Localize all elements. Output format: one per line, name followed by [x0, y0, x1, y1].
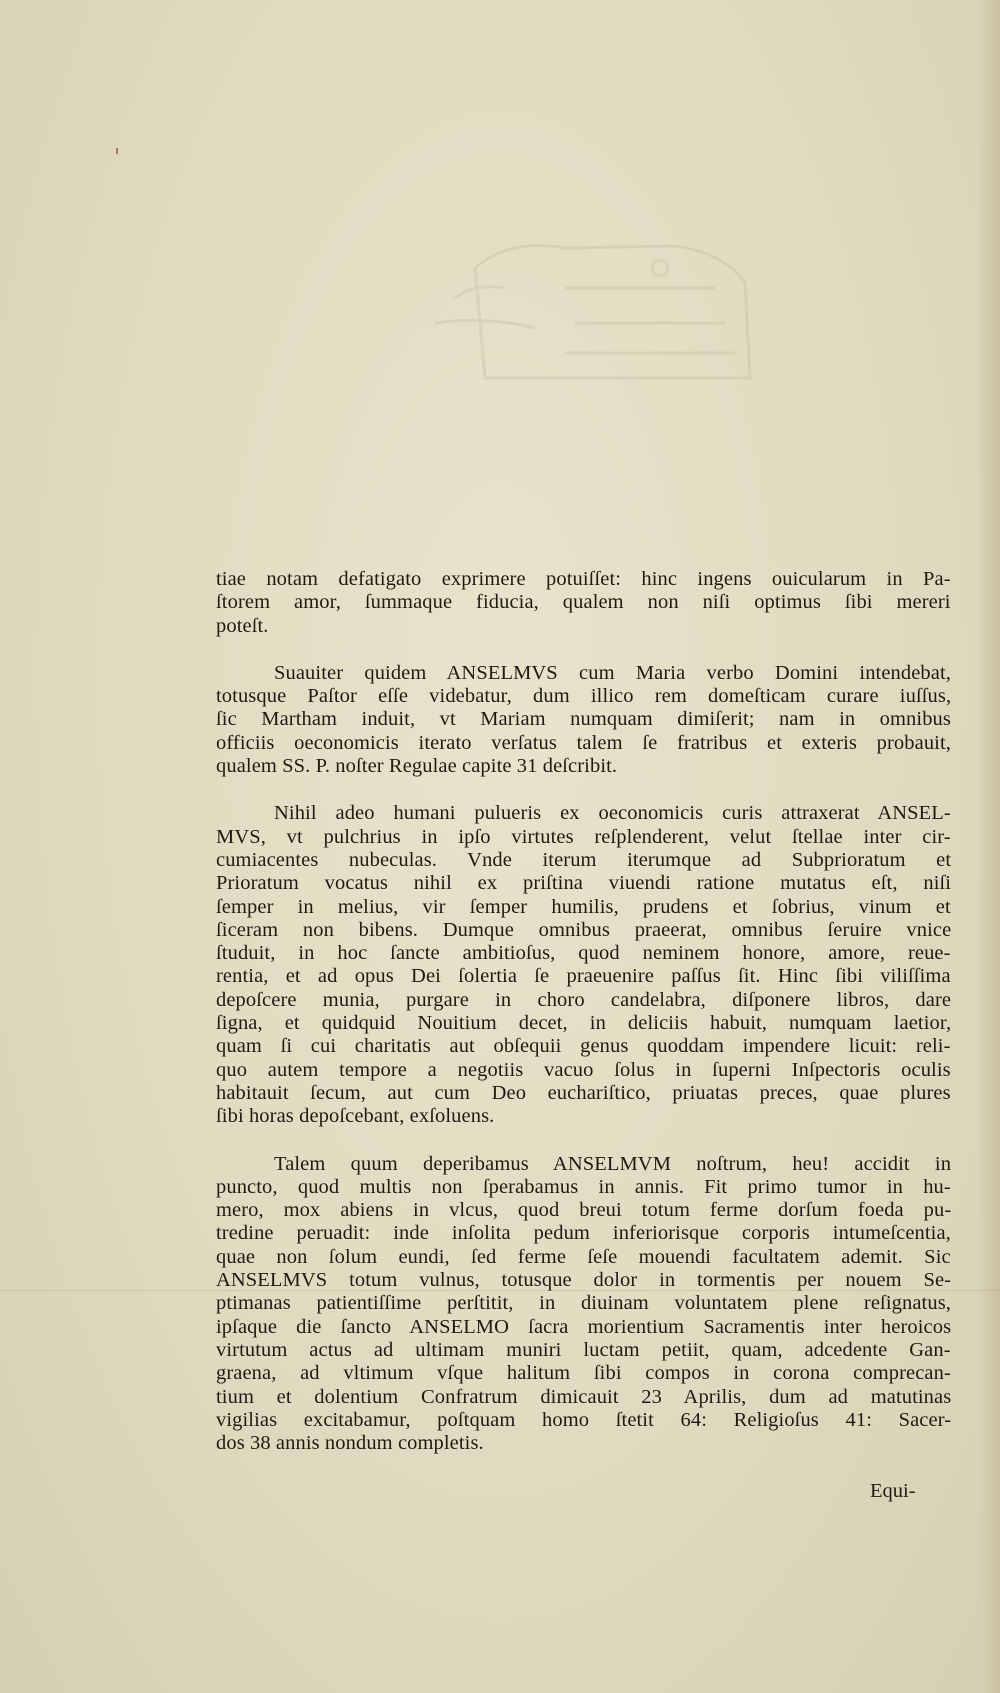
blind-stamp-embossing [415, 228, 805, 388]
text-line: ptimanas patientiſſime perſtitit, in diuinam voluntatem plene reſignatus, [216, 1292, 951, 1315]
text-line: tium et dolentium Confratrum dimicauit 23 Aprilis, dum ad matutinas [216, 1385, 952, 1408]
text-line: quam ſi cui charitatis aut obſequii genus quoddam impendere licuit: reli- [216, 1035, 951, 1058]
text-line: ſiceram non bibens. Dumque omnibus praeerat, omnibus ſeruire vnice [216, 918, 952, 941]
text-line: ſemper in melius, vir ſemper humilis, prudens et ſobrius, vinum et [216, 895, 951, 918]
text-line: virtutum actus ad ultimam muniri luctam petiit, quam, adcedente Gan- [216, 1338, 951, 1361]
text-line: cumiacentes nubeculas. Vnde iterum iterumque ad Subprioratum et [216, 848, 952, 871]
ink-speck [116, 148, 118, 154]
text-line: ſigna, et quidquid Nouitium decet, in deliciis habuit, numquam laetior, [216, 1012, 952, 1035]
text-line: dos 38 annis nondum completis. [216, 1432, 484, 1455]
text-line: quo autem tempore a negotiis vacuo ſolus in ſuperni Inſpectoris oculis [216, 1058, 951, 1081]
text-line: MVS, vt pulchrius in ipſo virtutes reſplenderent, velut ſtellae inter cir- [216, 825, 951, 848]
text-line: ANSELMVS totum vulnus, totusque dolor in tormentis per nouem Se- [216, 1269, 952, 1292]
text-line: tiae notam defatigato exprimere potuiſſet: hinc ingens ouicularum in Pa- [216, 568, 951, 590]
page-edge [980, 0, 1000, 1693]
text-line: depoſcere munia, purgare in choro candelabra, diſponere libros, dare [216, 988, 952, 1011]
text-line: ſic Martham induit, vt Mariam numquam dimiſerit; nam in omnibus [216, 708, 951, 731]
text-line: tredine peruadit: inde inſolita pedum inferiorisque corporis intumeſcentia, [216, 1222, 951, 1245]
text-line: totusque Paſtor eſſe videbatur, dum illico rem domeſticam curare iuſſus, [216, 685, 952, 708]
text-line: Prioratum vocatus nihil ex priſtina viuendi ratione mutatus eſt, niſi [216, 872, 952, 895]
text-line: ſtorem amor, ſummaque fiducia, qualem non niſi optimus ſibi mereri [216, 591, 951, 614]
text-line: puncto, quod multis non ſperabamus in annis. Fit primo tumor in hu- [216, 1175, 951, 1198]
text-line: Nihil adeo humani pulueris ex oeconomicis curis attraxerat ANSEL- [274, 802, 951, 825]
document-body [216, 568, 951, 1455]
catchword: Equi- [870, 1480, 916, 1502]
text-line: ipſaque die ſancto ANSELMO ſacra morientium Sacramentis inter heroicos [216, 1315, 952, 1338]
text-line: qualem SS. P. noſter Regulae capite 31 deſcribit. [216, 755, 618, 778]
text-line: Suauiter quidem ANSELMVS cum Maria verbo Domini intendebat, [274, 661, 952, 684]
text-line: Talem quum deperibamus ANSELMVM noſtrum, heu! accidit in [274, 1152, 952, 1175]
text-line: quae non ſolum eundi, ſed ferme ſeſe mouendi facultatem ademit. Sic [216, 1245, 951, 1268]
text-line: mero, mox abiens in vlcus, quod breui totum ferme dorſum foeda pu- [216, 1199, 952, 1222]
text-line: graena, ad vltimum vſque halitum ſibi compos in corona comprecan- [216, 1362, 951, 1385]
text-line: ſtuduit, in hoc ſancte ambitioſus, quod neminem honore, amore, reue- [216, 942, 951, 965]
text-line: ſibi horas depoſcebant, exſoluens. [216, 1105, 495, 1128]
text-line: officiis oeconomicis iterato verſatus talem ſe fratribus et exteris probauit, [216, 731, 952, 754]
paragraph-4 [216, 1153, 951, 1456]
text-line: rentia, et ad opus Dei ſolertia ſe praeuenire paſſus ſit. Hinc ſibi viliſſima [216, 965, 951, 988]
text-line: habitauit ſecum, aut cum Deo euchariſtico, priuatas preces, quae plures [216, 1081, 951, 1104]
paragraph-3 [216, 802, 951, 1128]
paragraph-2 [216, 662, 951, 778]
text-line: vigilias excitabamur, poſtquam homo ſtetit 64: Religioſus 41: Sacer- [216, 1408, 952, 1431]
paragraph-1 [216, 568, 951, 638]
text-line: poteſt. [216, 614, 269, 637]
